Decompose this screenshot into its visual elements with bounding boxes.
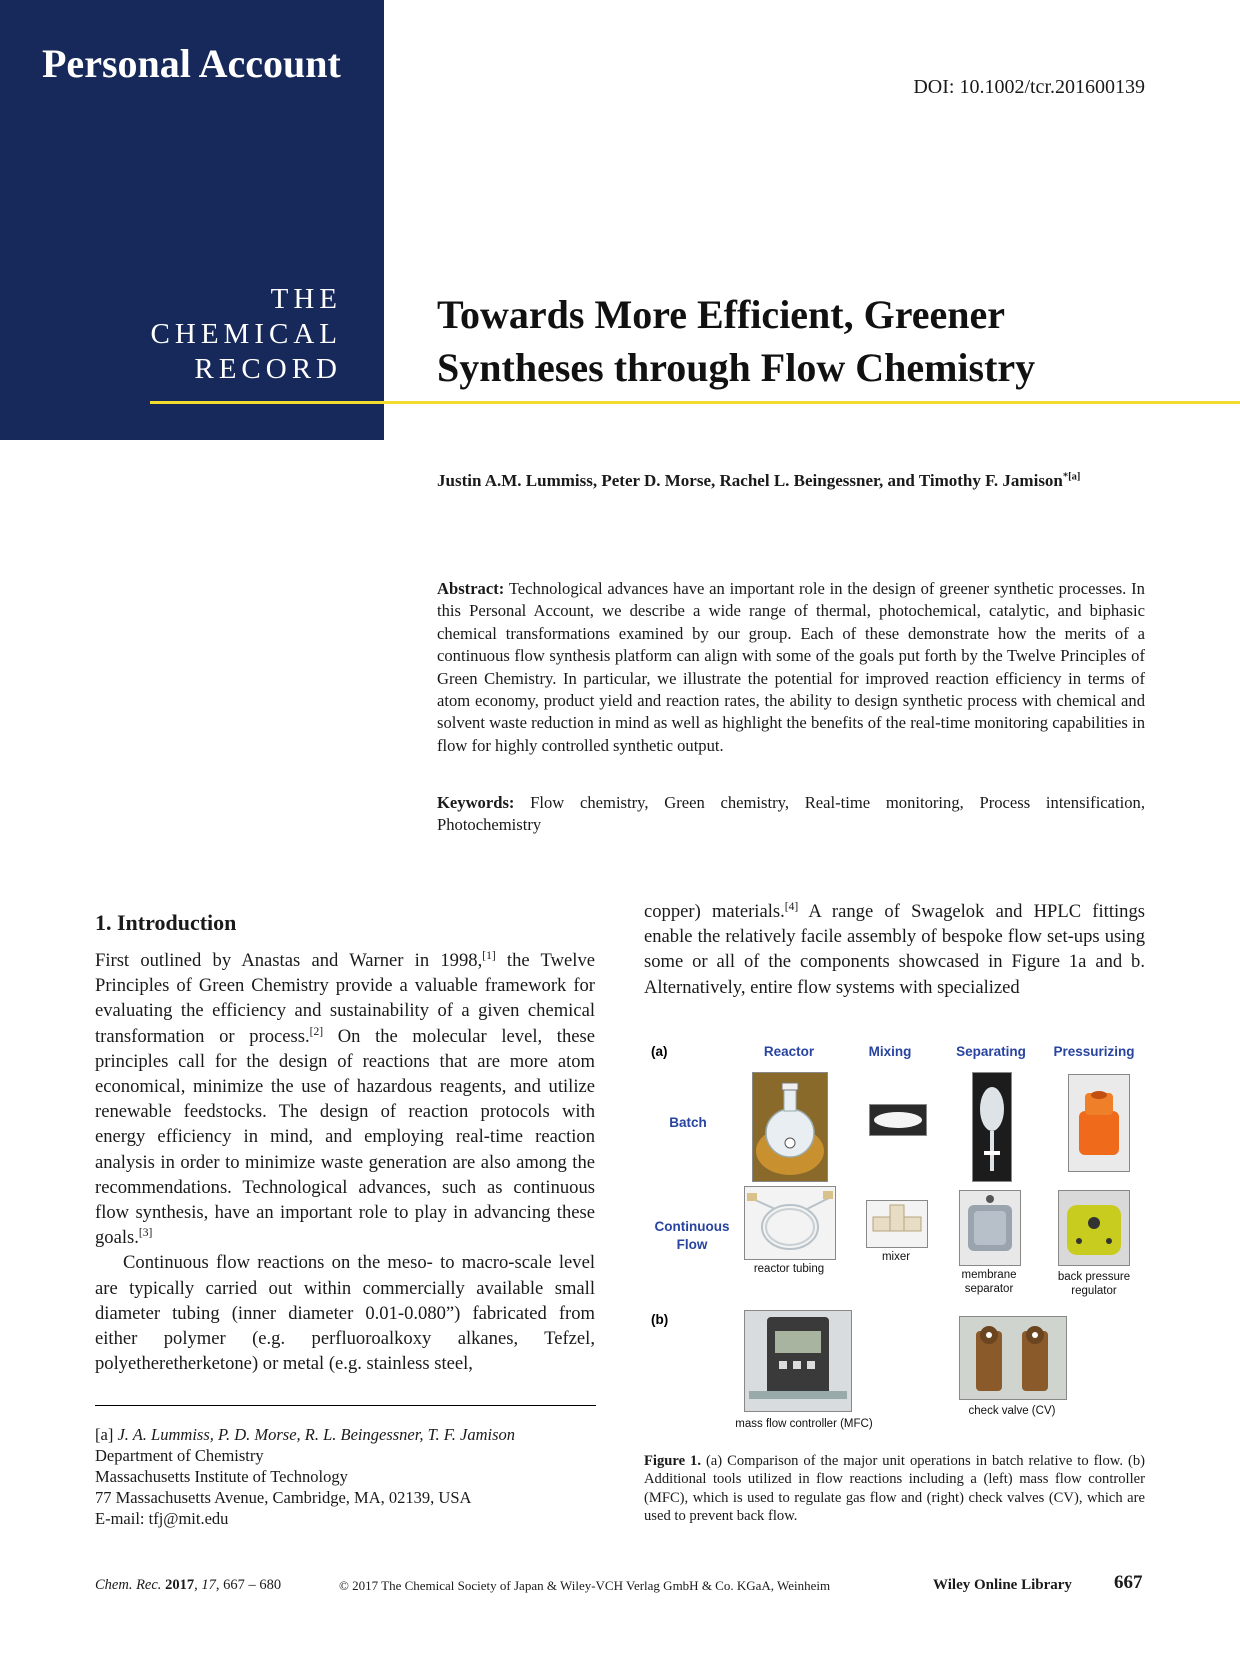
journal-logo-line: CHEMICAL [150, 318, 342, 350]
pressure-cap-icon [1069, 1075, 1129, 1171]
pressure-cap-photo [1068, 1074, 1130, 1172]
back-pressure-regulator-icon [1059, 1191, 1129, 1265]
keywords [437, 792, 1145, 837]
citation-ref[interactable]: [3] [138, 1227, 153, 1240]
right-column [644, 899, 1145, 1000]
separatory-funnel-icon [973, 1073, 1011, 1181]
page-number: 667 [1114, 1572, 1143, 1593]
footnote-rule [95, 1405, 596, 1406]
footer-citation: Chem. Rec. 2017, 17, 667 – 680 [95, 1577, 282, 1593]
coiled-tubing-icon [745, 1187, 835, 1259]
intro-paragraph: copper) materials.[4] A range of Swagelok and HPLC fittings enable the relatively facile assembly of bespoke flow set-ups using some or all of the components showcased in Figure 1a and b. Alternatively, entire flow systems with specialized [644, 900, 1145, 998]
check-valve-photo [959, 1316, 1067, 1400]
mfc-photo [744, 1310, 852, 1412]
section-label: Personal Account [42, 41, 341, 86]
footnote-marker: [a] [95, 1425, 114, 1444]
stir-bar-icon [870, 1105, 926, 1135]
column-header: Reactor [763, 1044, 815, 1059]
abstract [437, 578, 1145, 757]
intro-paragraph: First outlined by Anastas and Warner in 1998,[1] the Twelve Principles of Green Chemistry provide a valuable framework for evaluating the efficiency and sustainability of a given chemical transformation or process.[2] On the molecular level, these principles call for the design of reactions that are more atom economical, minimize the use of hazardous reagents, and utilize renewable feedstocks. The design of reaction protocols with energy efficiency in mind, and employing real-time reaction analysis in order to minimize waste generation are also among the recommendations. Technological advances, such as continuous flow synthesis, have an important role to play in advancing these goals.[3] [95, 949, 595, 1249]
citation-ref[interactable]: [2] [309, 1025, 324, 1038]
abstract-label: Abstract: [437, 579, 505, 598]
footer-wiley-link[interactable]: Wiley Online Library [933, 1577, 1072, 1593]
journal-logo-line: THE [270, 283, 342, 315]
tee-mixer-icon [867, 1201, 927, 1247]
label-mixer: mixer [881, 1251, 911, 1263]
flask-photo [752, 1072, 828, 1182]
panel-label-a: (a) [651, 1044, 668, 1059]
intro-paragraph: Continuous flow reactions on the meso- to macro-scale level are typically carried out within commercially available small diameter tubing (inner diameter 0.01-0.080”) fabricated from either polymer (e.g. perfluoroalkoxy alkanes, Tefzel, polyetheretherketone) or metal (e.g. stainless steel, [95, 1252, 595, 1375]
row-header-batch: Batch [669, 1115, 707, 1130]
membrane-separator-photo [959, 1190, 1021, 1266]
check-valve-icon [960, 1317, 1066, 1399]
mixer-photo [866, 1200, 928, 1248]
citation-ref[interactable]: [1] [482, 949, 496, 962]
footnote-names: J. A. Lummiss, P. D. Morse, R. L. Beingessner, T. F. Jamison [117, 1425, 515, 1444]
round-bottom-flask-icon [753, 1073, 827, 1181]
row-header-flow: Continuous Flow [654, 1219, 730, 1252]
reactor-tubing-photo [744, 1186, 836, 1260]
label-membrane-separator: membrane separator [961, 1269, 1017, 1295]
membrane-separator-icon [960, 1191, 1020, 1265]
separatory-funnel-photo [972, 1072, 1012, 1182]
label-mfc: mass flow controller (MFC) [735, 1418, 873, 1430]
column-header: Separating [956, 1044, 1026, 1059]
footnote-address: 77 Massachusetts Avenue, Cambridge, MA, 02139, USA [95, 1488, 472, 1507]
stir-bar-photo [869, 1104, 927, 1136]
figure-1 [644, 1030, 1145, 1430]
left-column [95, 948, 595, 1376]
citation-ref[interactable]: [4] [784, 900, 799, 913]
keywords-text: Flow chemistry, Green chemistry, Real-time monitoring, Process intensification, Photochemistry [437, 793, 1145, 835]
mass-flow-controller-icon [745, 1311, 851, 1411]
title-line: Towards More Efficient, Greener [437, 292, 1006, 337]
caption-text: (a) Comparison of the major unit operations in batch relative to flow. (b) Additional tools utilized in flow reactions including a (left) mass flow controller (MFC), which is used to regulate gas flow and (right) check valves (CV), which are used to prevent back flow. [644, 1453, 1145, 1525]
journal-logo-line: RECORD [194, 353, 342, 385]
column-header: Mixing [868, 1044, 912, 1059]
caption-label: Figure 1. [644, 1453, 701, 1469]
panel-label-b: (b) [651, 1312, 669, 1327]
footer-copyright: © 2017 The Chemical Society of Japan & Wiley-VCH Verlag GmbH & Co. KGaA, Weinheim [339, 1578, 831, 1593]
article-title [437, 288, 1197, 394]
doi[interactable]: DOI: 10.1002/tcr.201600139 [913, 76, 1145, 98]
figure-caption [644, 1452, 1145, 1526]
label-reactor-tubing: reactor tubing [753, 1263, 825, 1275]
label-back-pressure-regulator: back pressure regulator [1057, 1271, 1131, 1297]
footnote-department: Department of Chemistry [95, 1446, 264, 1465]
back-pressure-regulator-photo [1058, 1190, 1130, 1266]
abstract-text: Technological advances have an important role in the design of greener synthetic processes. In this Personal Account, we describe a wide range of thermal, photochemical, catalytic, and biphasic chemical transformations examined by our group. Each of these demonstrate how the merits of a continuous flow synthesis platform can align with some of the goals put forth by the Twelve Principles of Green Chemistry. In particular, we illustrate the potential for improved reaction efficiency in terms of atom economy, product yield and reaction rates, the ability to design synthetic process with chemical and solvent waste reduction in mind as well as highlight the benefits of the real-time monitoring capabilities in flow for highly controlled synthetic output. [437, 579, 1145, 755]
title-rule [150, 401, 1240, 404]
journal-logo [151, 282, 342, 387]
label-check-valve: check valve (CV) [968, 1405, 1056, 1417]
title-line: Syntheses through Flow Chemistry [437, 345, 1036, 390]
affiliation-footnote [95, 1424, 515, 1529]
section-heading: 1. Introduction [95, 910, 237, 935]
keywords-label: Keywords: [437, 793, 515, 812]
footnote-email[interactable]: E-mail: tfj@mit.edu [95, 1509, 229, 1528]
author-names: Justin A.M. Lummiss, Peter D. Morse, Rachel L. Beingessner, and Timothy F. Jamison [437, 471, 1063, 490]
author-marker: *[a] [1062, 471, 1081, 483]
column-header: Pressurizing [1053, 1044, 1135, 1059]
author-list [437, 471, 1157, 491]
footnote-institution: Massachusetts Institute of Technology [95, 1467, 348, 1486]
